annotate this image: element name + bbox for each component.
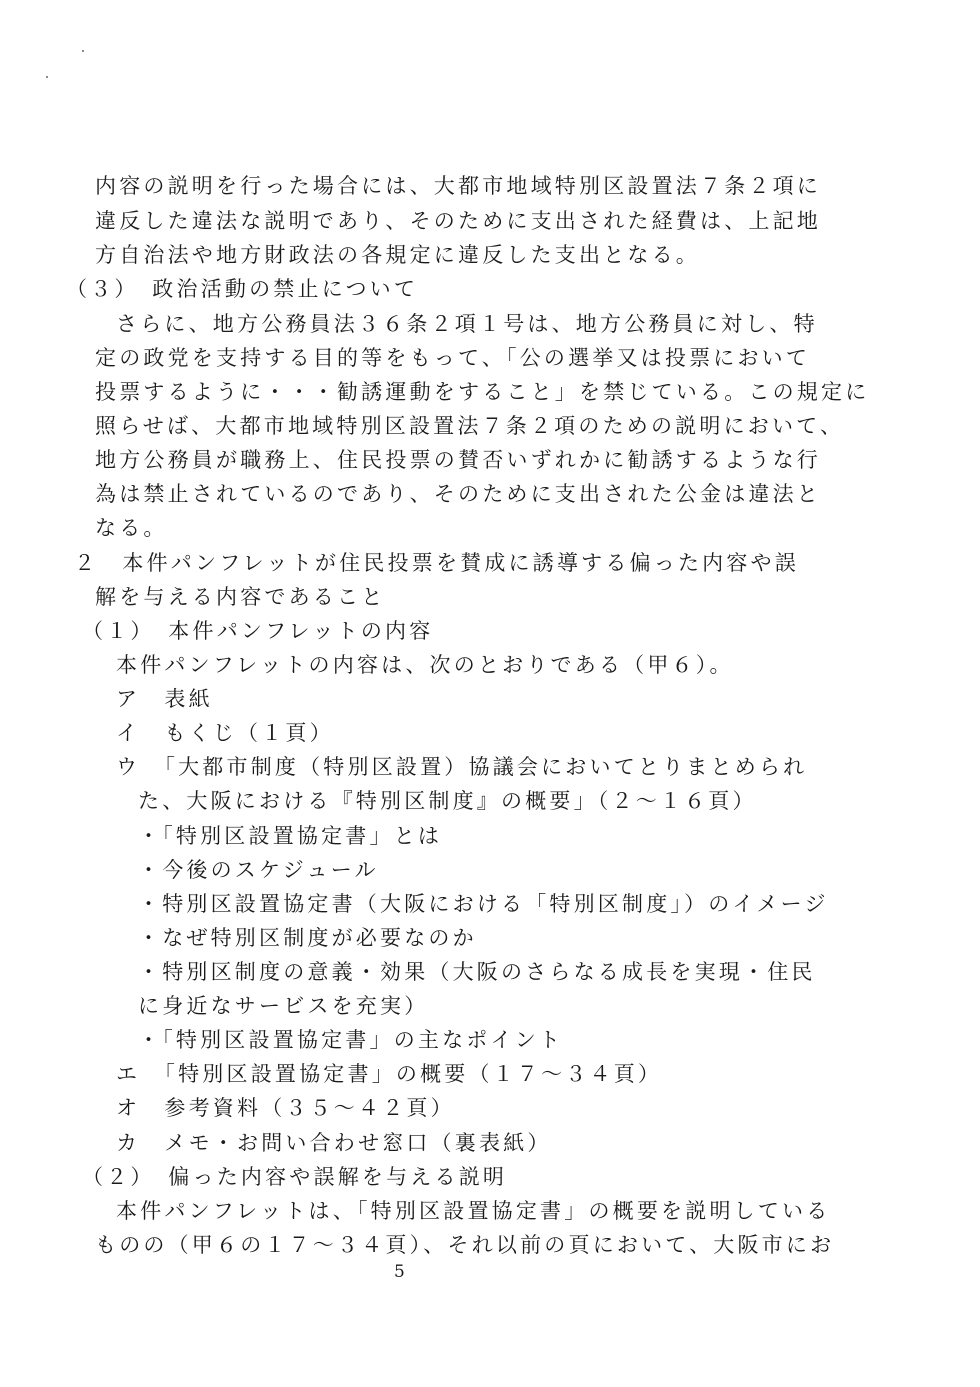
body-line: 投票するように・・・勧誘運動をすること」を禁じている。この規定に (95, 380, 870, 404)
page-number: 5 (394, 1262, 405, 1282)
list-subitem: ・今後のスケジュール (138, 858, 379, 882)
scan-speck (82, 50, 84, 52)
list-subitem: ・「特別区設置協定書」とは (138, 824, 443, 848)
list-subitem: ・特別区設置協定書（大阪における「特別区制度」）のイメージ (138, 892, 829, 916)
subsection-heading: （２） 偏った内容や誤解を与える説明 (82, 1165, 508, 1189)
body-line: 本件パンフレットは、「特別区設置協定書」の概要を説明している (116, 1199, 831, 1223)
list-item: カ メモ・お問い合わせ窓口（裏表紙） (116, 1131, 552, 1155)
body-line: 定の政党を支持する目的等をもって、「公の選挙又は投票において (95, 346, 811, 370)
body-line: ものの（甲６の１７～３４頁）、それ以前の頁において、大阪市にお (95, 1233, 835, 1257)
list-item: ウ 「大都市制度（特別区設置）協議会においてとりまとめられ (116, 755, 808, 779)
list-item: た、大阪における『特別区制度』の概要」（２～１６頁） (138, 789, 757, 813)
list-subitem: ・特別区制度の意義・効果（大阪のさらなる成長を実現・住民 (138, 960, 816, 984)
body-line: なる。 (95, 516, 168, 540)
list-item: オ 参考資料（３５～４２頁） (116, 1096, 455, 1120)
list-subitem: に身近なサービスを充実） (138, 994, 429, 1018)
body-line: さらに、地方公務員法３６条２項１号は、地方公務員に対し、特 (116, 312, 818, 336)
body-line: 本件パンフレットの内容は、次のとおりである（甲６）。 (116, 653, 734, 677)
body-line: 内容の説明を行った場合には、大都市地域特別区設置法７条２項に (95, 174, 821, 198)
body-line: 違反した違法な説明であり、そのために支出された経費は、上記地 (95, 209, 821, 233)
section-heading: （３） 政治活動の禁止について (66, 277, 419, 301)
list-subitem: ・なぜ特別区制度が必要なのか (138, 926, 477, 950)
list-item: ア 表紙 (116, 687, 213, 711)
list-item: イ もくじ（１頁） (116, 721, 334, 745)
section-heading: ２ 本件パンフレットが住民投票を賛成に誘導する偏った内容や誤 (74, 551, 799, 575)
body-line: 為は禁止されているのであり、そのために支出された公金は違法と (95, 482, 821, 506)
body-line: 照らせば、大都市地域特別区設置法７条２項のための説明において、 (95, 414, 845, 438)
list-item: エ 「特別区設置協定書」の概要（１７～３４頁） (116, 1062, 663, 1086)
body-line: 方自治法や地方財政法の各規定に違反した支出となる。 (95, 243, 700, 267)
scan-speck (46, 76, 48, 78)
list-subitem: ・「特別区設置協定書」の主なポイント (138, 1028, 564, 1052)
subsection-heading: （１） 本件パンフレットの内容 (82, 619, 434, 643)
section-heading: 解を与える内容であること (95, 585, 386, 609)
body-line: 地方公務員が職務上、住民投票の賛否いずれかに勧誘するような行 (95, 448, 821, 472)
